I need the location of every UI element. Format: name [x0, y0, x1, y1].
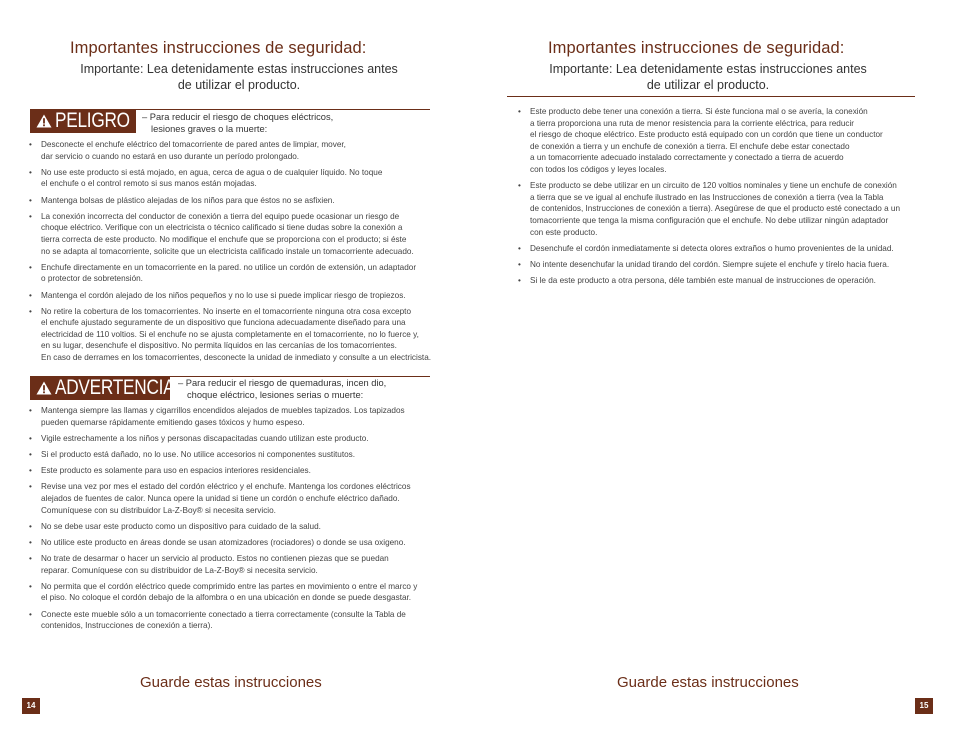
- list-item-line: • No permita que el cordón eléctrico quede comprimido entre las partes en movimiento o entre el marco y: [41, 581, 418, 591]
- list-item: [28, 581, 458, 604]
- list-item: [28, 167, 458, 190]
- list-item-line: pueden quemarse rápidamente emitiendo gases tóxicos y humo espeso.: [41, 417, 305, 427]
- list-item-line: de conexión a tierra y un enchufe de conexión a tierra. El enchufe debe estar conectado: [530, 141, 850, 151]
- section-rule: [507, 96, 915, 97]
- list-item-line: • No se debe usar este producto como un dispositivo para cuidado de la salud.: [41, 521, 321, 531]
- list-item-line: el enchufe o el control remoto si sus manos están mojadas.: [41, 179, 257, 189]
- list-item-line: electricidad de 110 voltios. Si el enchufe no se ajusta completamente en el tomacorriente, no lo fuerce y,: [41, 329, 419, 339]
- page-title: Importantes instrucciones de seguridad:: [548, 39, 845, 57]
- page-title: Importantes instrucciones de seguridad:: [70, 39, 367, 57]
- danger-note: [142, 111, 333, 135]
- note-line: – Para reducir el riesgo de choques eléctricos,: [142, 112, 334, 122]
- list-item-line: • Desenchufe el cordón inmediatamente si detecta olores extraños o humo provenientes de la unidad.: [530, 243, 894, 253]
- list-item: [28, 609, 458, 632]
- page-number: 15: [915, 698, 933, 714]
- list-item-line: En caso de derrames en los tomacorrientes, desconecte la unidad de inmediato y consulte a un electricista.: [41, 353, 432, 363]
- warning-badge: [30, 376, 175, 400]
- list-item-line: • Este producto es solamente para uso en espacios interiores residenciales.: [41, 466, 311, 476]
- list-item-line: • No retire la cobertura de los tomacorrientes. No inserte en el tomacorriente ninguna otra cosa excepto: [41, 306, 411, 316]
- list-item-line: el piso. No coloque el cordón debajo de la alfombra o en una ubicación en donde se puede desgastar.: [41, 593, 412, 603]
- list-item-line: el riesgo de choque eléctrico. Este producto está equipado con un cordón que tiene un conductor: [530, 130, 883, 140]
- list-item-line: tomacorriente que tenga la misma configuración que el enchufe. No debe utilizar ningún adaptador: [530, 215, 889, 225]
- list-item: [517, 106, 947, 176]
- list-item-line: con todos los códigos y leyes locales.: [530, 164, 667, 174]
- subtitle-line: Importante: Lea detenidamente estas instrucciones antes: [549, 62, 867, 76]
- list-item-line: en su lugar, desenchufe el dispositivo. No permita líquidos en las cercanías de los tomacorrientes.: [41, 341, 397, 351]
- list-item: [28, 521, 458, 533]
- list-item-line: • No use este producto si está mojado, en agua, cerca de agua o de cualquier líquido. No toque: [41, 167, 383, 177]
- list-item: [28, 139, 458, 162]
- subtitle-line: Importante: Lea detenidamente estas instrucciones antes: [80, 62, 398, 76]
- list-item: [28, 481, 458, 516]
- warning-list: [28, 405, 458, 636]
- footer-text: Guarde estas instrucciones: [617, 674, 799, 691]
- page-number: 14: [22, 698, 40, 714]
- page-subtitle: [529, 61, 887, 93]
- list-item: [28, 449, 458, 461]
- list-item: [28, 211, 458, 257]
- list-item-line: a tierra que se ve igual al enchufe ilustrado en las Instrucciones de conexión a tierra (vea la Tabla: [530, 192, 884, 202]
- warning-triangle-icon: [36, 381, 52, 395]
- list-item: [28, 262, 458, 285]
- list-item-line: • Este producto se debe utilizar en un circuito de 120 voltios nominales y tiene un enchufe de conexión: [530, 181, 897, 191]
- note-line: choque eléctrico, lesiones serias o muerte:: [187, 390, 364, 400]
- danger-label: PELIGRO: [55, 109, 130, 132]
- warning-label: ADVERTENCIA: [55, 376, 175, 399]
- list-item: [28, 433, 458, 445]
- list-item: [517, 259, 947, 271]
- list-item: [517, 275, 947, 287]
- list-item-line: o protector de sobretensión.: [41, 274, 143, 284]
- list-item-line: contenidos, Instrucciones de conexión a tierra).: [41, 621, 213, 631]
- list-item-line: Comuníquese con su distribuidor La-Z-Boy® si necesita servicio.: [41, 505, 276, 515]
- list-item-line: • No intente desenchufar la unidad tirando del cordón. Siempre sujete el enchufe y tírelo hacia fuera.: [530, 259, 890, 269]
- warning-note: [178, 377, 386, 401]
- list-item-line: reparar. Comuníquese con su distribuidor de La-Z-Boy® si necesita servicio.: [41, 565, 318, 575]
- list-item-line: dar servicio o cuando no estará en uso durante un período prolongado.: [41, 151, 300, 161]
- right-list: [517, 106, 947, 291]
- danger-badge: [30, 109, 136, 133]
- list-item-line: de contenidos, Instrucciones de conexión a tierra). Asegúrese de que el producto esté conectado a un: [530, 204, 901, 214]
- warning-triangle-icon: [36, 114, 52, 128]
- list-item: [28, 465, 458, 477]
- list-item-line: • Revise una vez por mes el estado del cordón eléctrico y el enchufe. Mantenga los cordones eléctricos: [41, 482, 411, 492]
- danger-list: [28, 139, 458, 368]
- note-line: lesiones graves o la muerte:: [151, 124, 268, 134]
- list-item-line: no se adapta al tomacorriente, solicite que un electricista calificado instale un tomacorriente adecuado.: [41, 246, 414, 256]
- footer-text: Guarde estas instrucciones: [140, 674, 322, 691]
- list-item-line: con este producto.: [530, 227, 598, 237]
- list-item-line: • La conexión incorrecta del conductor de conexión a tierra del equipo puede ocasionar un riesgo de: [41, 211, 400, 221]
- list-item-line: • Desconecte el enchufe eléctrico del tomacorriente de pared antes de limpiar, mover,: [41, 140, 346, 149]
- right-page: [477, 0, 954, 738]
- list-item-line: • Mantenga el cordón alejado de los niños pequeños y no lo use si puede implicar riesgo de tropiezos.: [41, 290, 406, 300]
- list-item: [28, 537, 458, 549]
- list-item: [517, 180, 947, 238]
- list-item: [28, 405, 458, 428]
- list-item-line: • Enchufe directamente en un tomacorriente en la pared. no utilice un cordón de extensión, un adaptador: [41, 262, 417, 272]
- note-line: – Para reducir el riesgo de quemaduras, incen dio,: [178, 378, 387, 388]
- list-item-line: • Este producto debe tener una conexión a tierra. Si éste funciona mal o se avería, la conexión: [530, 107, 868, 116]
- subtitle-line: de utilizar el producto.: [177, 78, 301, 92]
- page-subtitle: [60, 61, 418, 93]
- list-item-line: alejados de fuentes de calor. Nunca opere la unidad si tiene un cordón o enchufe eléctrico dañado.: [41, 493, 400, 503]
- list-item: [28, 553, 458, 576]
- list-item-line: • Vigile estrechamente a los niños y personas discapacitadas cuando utilizan este producto.: [41, 433, 369, 443]
- list-item-line: • Mantenga bolsas de plástico alejadas de los niños para que éstos no se asfixien.: [41, 195, 335, 205]
- list-item-line: • No trate de desarmar o hacer un servicio al producto. Estos no contienen piezas que se puedan: [41, 554, 389, 564]
- list-item-line: choque eléctrico. Verifique con un electricista o técnico calificado si tiene dudas sobre la conexión a: [41, 223, 403, 233]
- list-item-line: tierra correcta de este producto. No modifique el enchufe que se proporciona con el producto; si éste: [41, 234, 407, 244]
- list-item: [28, 306, 458, 364]
- list-item-line: a un tomacorriente adecuado instalado correctamente y conectado a tierra de acuerdo: [530, 153, 844, 163]
- list-item: [28, 290, 458, 302]
- list-item: [517, 243, 947, 255]
- list-item-line: • Si le da este producto a otra persona, déle también este manual de instrucciones de operación.: [530, 276, 876, 286]
- list-item-line: a tierra proporciona una ruta de menor resistencia para la corriente eléctrica, para reducir: [530, 118, 855, 128]
- subtitle-line: de utilizar el producto.: [646, 78, 770, 92]
- list-item-line: el enchufe ajustado seguramente de un dispositivo que funciona adecuadamente diseñado para una: [41, 318, 406, 328]
- list-item-line: • No utilice este producto en áreas donde se usan atomizadores (rociadores) o donde se usa oxigeno.: [41, 537, 406, 547]
- list-item-line: • Conecte este mueble sólo a un tomacorriente conectado a tierra correctamente (consulte la Tabla de: [41, 609, 406, 619]
- list-item-line: • Mantenga siempre las llamas y cigarrillos encendidos alejados de muebles tapizados. Los tapizados: [41, 406, 405, 415]
- list-item: [28, 195, 458, 207]
- list-item-line: • Si el producto está dañado, no lo use. No utilice accesorios ni componentes sustitutos.: [41, 449, 356, 459]
